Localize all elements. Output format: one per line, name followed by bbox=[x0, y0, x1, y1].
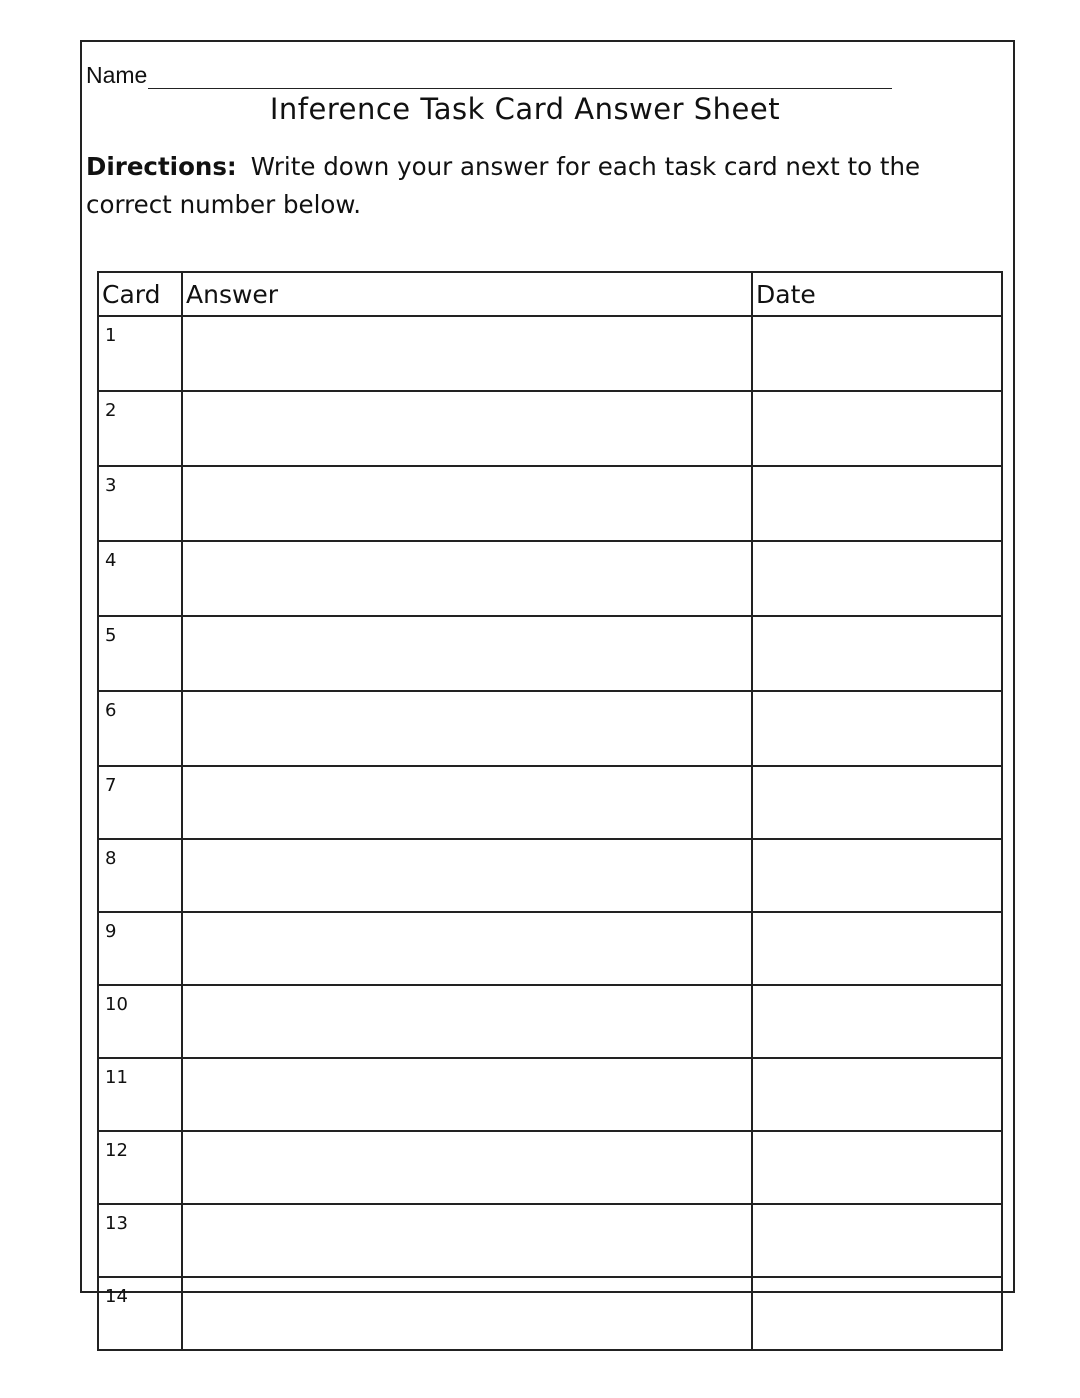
table-header-row bbox=[98, 272, 1002, 316]
date-cell[interactable] bbox=[752, 912, 1002, 985]
answer-cell[interactable] bbox=[182, 1277, 752, 1350]
date-cell[interactable] bbox=[752, 391, 1002, 466]
table-row bbox=[98, 316, 1002, 391]
table-row bbox=[98, 391, 1002, 466]
table-row bbox=[98, 541, 1002, 616]
directions-text: Write down your answer for each task card next to the correct number below. bbox=[86, 152, 921, 219]
date-cell[interactable] bbox=[752, 1058, 1002, 1131]
date-cell[interactable] bbox=[752, 616, 1002, 691]
card-number-cell: 14 bbox=[98, 1277, 182, 1350]
answer-cell[interactable] bbox=[182, 391, 752, 466]
card-number-cell: 2 bbox=[98, 391, 182, 466]
answer-sheet bbox=[80, 40, 1015, 1307]
table-row bbox=[98, 985, 1002, 1058]
table-row bbox=[98, 466, 1002, 541]
table-row bbox=[98, 691, 1002, 766]
table-row bbox=[98, 616, 1002, 691]
card-number-cell: 6 bbox=[98, 691, 182, 766]
table-row bbox=[98, 1277, 1002, 1350]
page-title: Inference Task Card Answer Sheet bbox=[269, 92, 781, 126]
column-header-card: Card bbox=[98, 272, 182, 316]
answer-cell[interactable] bbox=[182, 912, 752, 985]
card-number-cell: 10 bbox=[98, 985, 182, 1058]
date-cell[interactable] bbox=[752, 541, 1002, 616]
date-cell[interactable] bbox=[752, 766, 1002, 839]
table-row bbox=[98, 1204, 1002, 1277]
card-number-cell: 5 bbox=[98, 616, 182, 691]
date-cell[interactable] bbox=[752, 1204, 1002, 1277]
table-row bbox=[98, 839, 1002, 912]
card-number-cell: 13 bbox=[98, 1204, 182, 1277]
card-number-cell: 4 bbox=[98, 541, 182, 616]
directions-label: Directions: bbox=[86, 152, 237, 181]
column-header-answer: Answer bbox=[182, 272, 752, 316]
table-row bbox=[98, 1131, 1002, 1204]
answer-cell[interactable] bbox=[182, 1131, 752, 1204]
card-number-cell: 3 bbox=[98, 466, 182, 541]
answer-table-body bbox=[98, 316, 1002, 1350]
answer-cell[interactable] bbox=[182, 691, 752, 766]
answer-cell[interactable] bbox=[182, 1204, 752, 1277]
answer-cell[interactable] bbox=[182, 839, 752, 912]
date-cell[interactable] bbox=[752, 466, 1002, 541]
answer-cell[interactable] bbox=[182, 316, 752, 391]
date-cell[interactable] bbox=[752, 691, 1002, 766]
answer-cell[interactable] bbox=[182, 541, 752, 616]
table-row bbox=[98, 766, 1002, 839]
card-number-cell: 11 bbox=[98, 1058, 182, 1131]
date-cell[interactable] bbox=[752, 316, 1002, 391]
name-label: Name bbox=[86, 62, 148, 88]
date-cell[interactable] bbox=[752, 985, 1002, 1058]
answer-cell[interactable] bbox=[182, 985, 752, 1058]
answer-table bbox=[97, 271, 1003, 1351]
date-cell[interactable] bbox=[752, 1277, 1002, 1350]
answer-cell[interactable] bbox=[182, 466, 752, 541]
name-field bbox=[86, 62, 892, 89]
card-number-cell: 1 bbox=[98, 316, 182, 391]
card-number-cell: 12 bbox=[98, 1131, 182, 1204]
table-row bbox=[98, 912, 1002, 985]
answer-cell[interactable] bbox=[182, 1058, 752, 1131]
date-cell[interactable] bbox=[752, 839, 1002, 912]
answer-cell[interactable] bbox=[182, 616, 752, 691]
card-number-cell: 8 bbox=[98, 839, 182, 912]
card-number-cell: 7 bbox=[98, 766, 182, 839]
column-header-date: Date bbox=[752, 272, 1002, 316]
name-blank-line[interactable] bbox=[148, 64, 892, 89]
answer-cell[interactable] bbox=[182, 766, 752, 839]
card-number-cell: 9 bbox=[98, 912, 182, 985]
date-cell[interactable] bbox=[752, 1131, 1002, 1204]
directions bbox=[86, 148, 966, 224]
table-row bbox=[98, 1058, 1002, 1131]
